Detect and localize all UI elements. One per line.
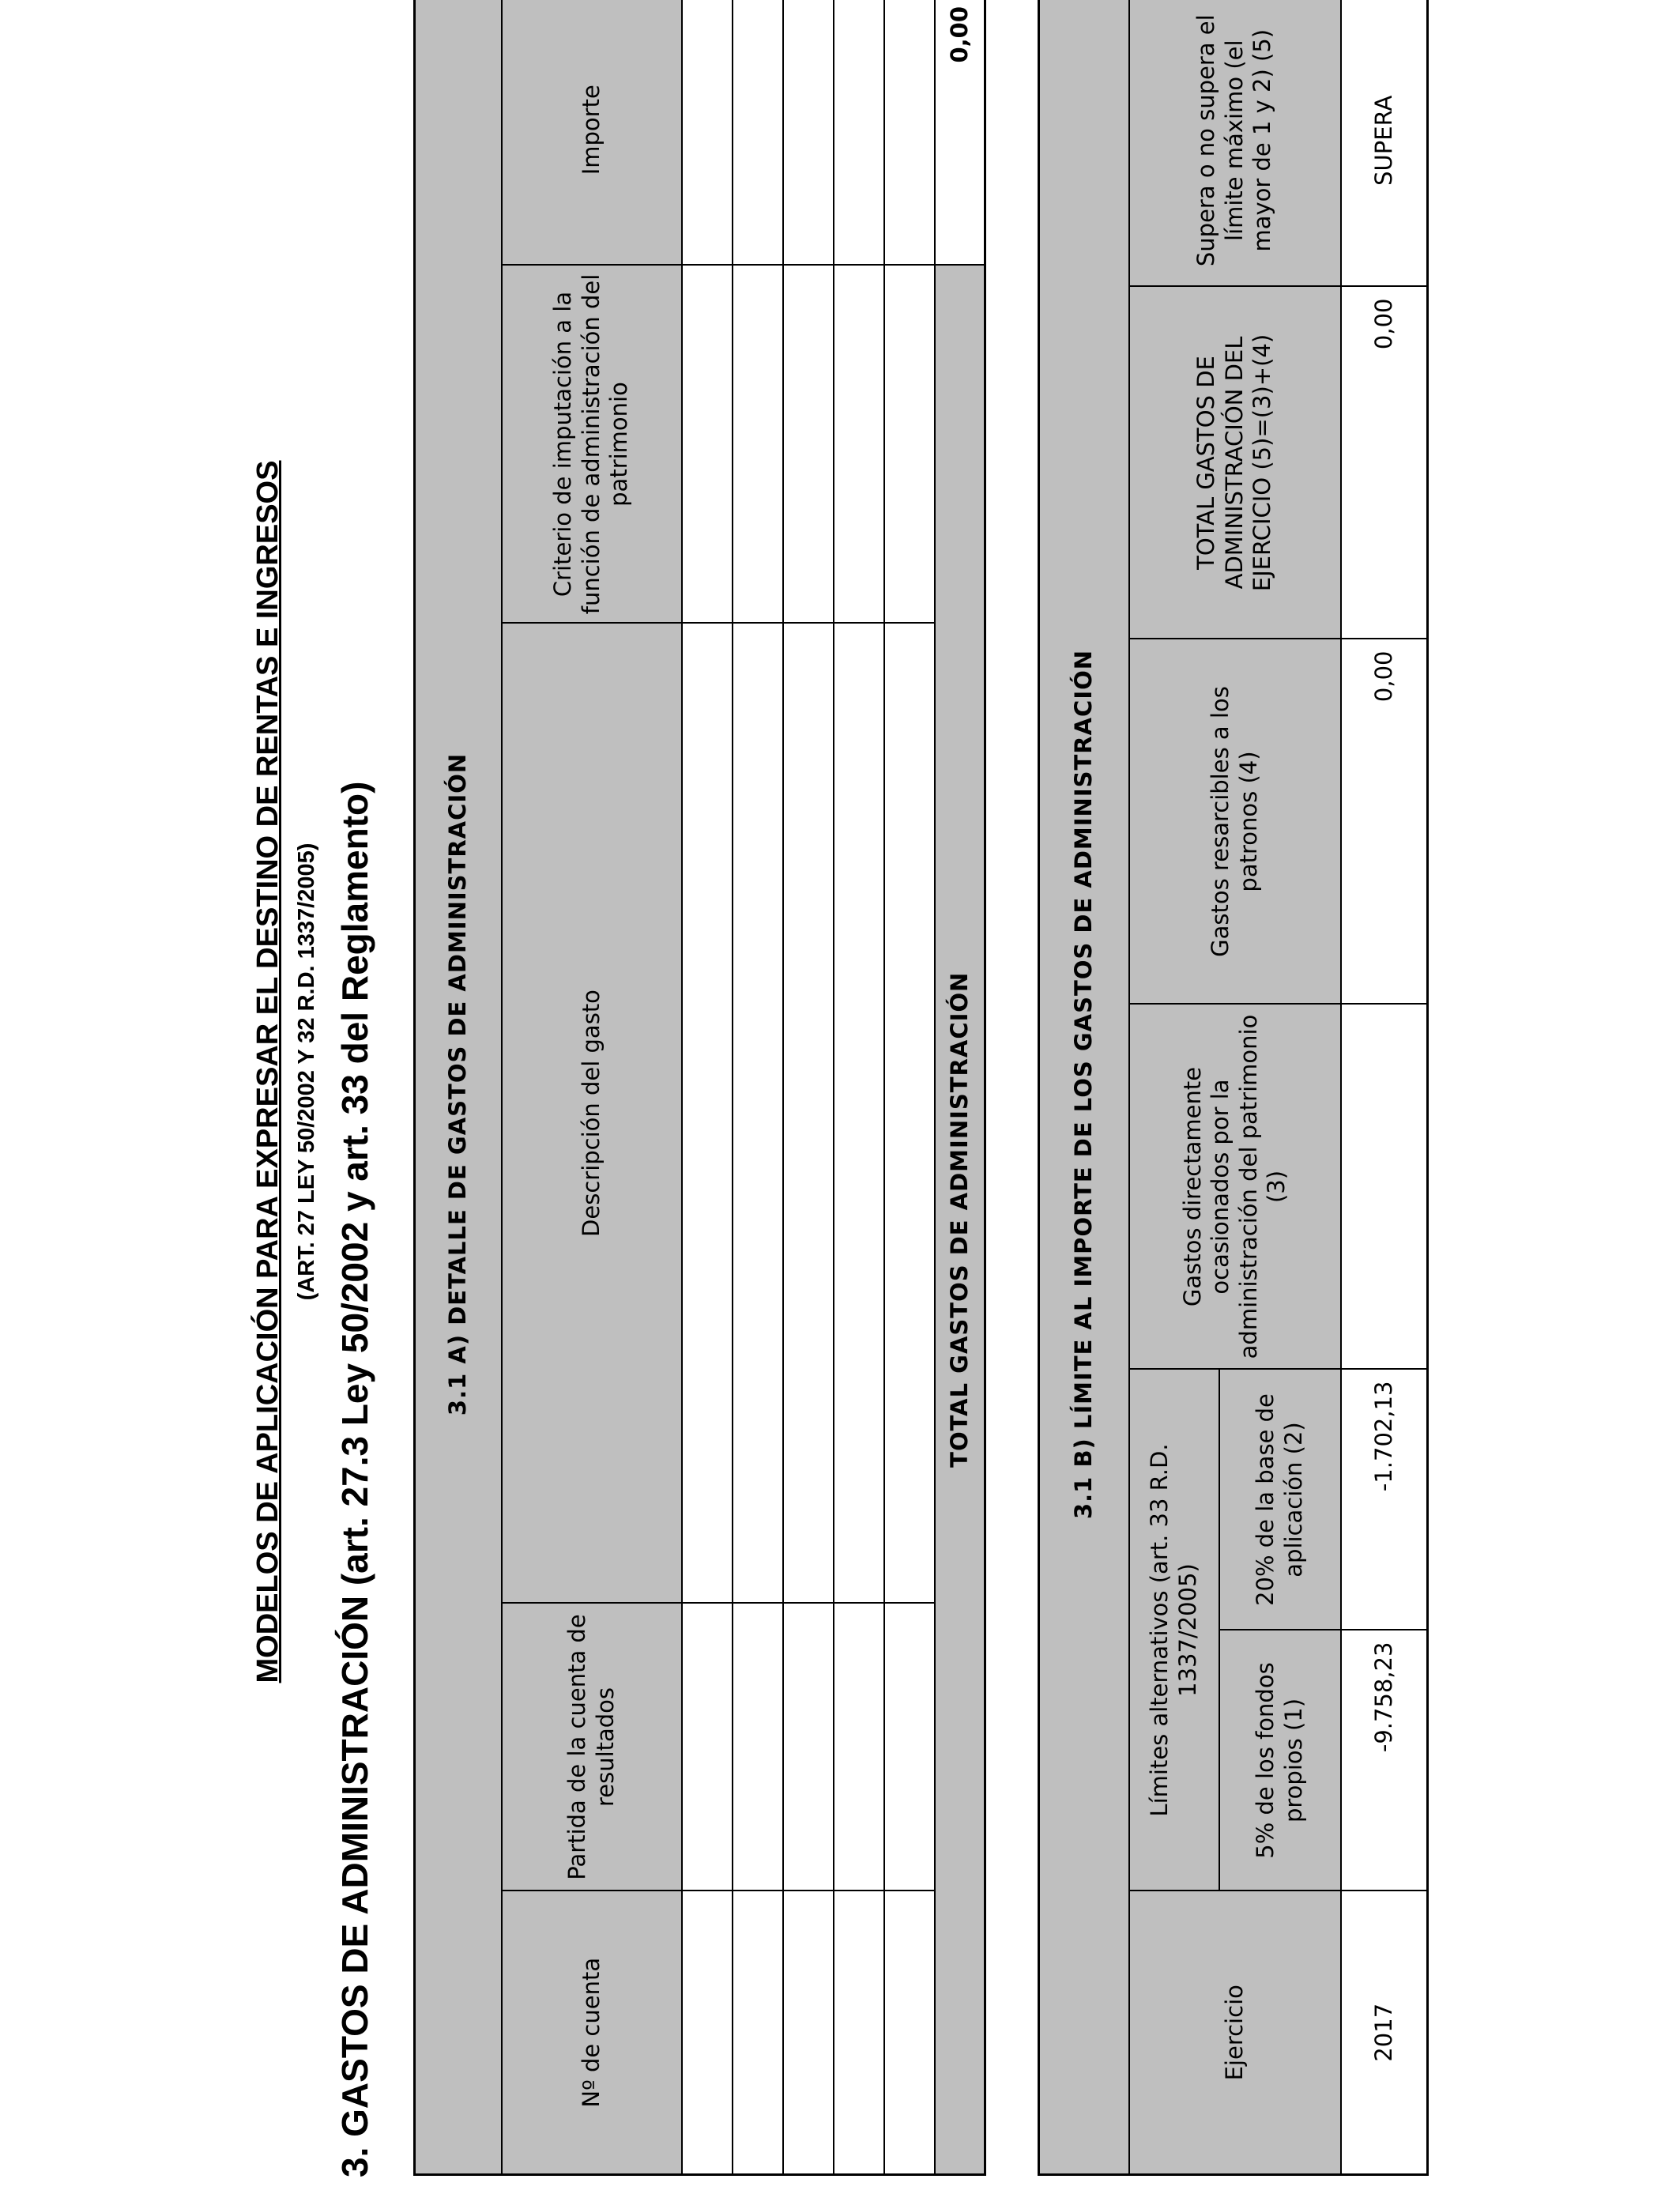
table-row xyxy=(783,0,834,2175)
detalle-heading: 3.1 A) DETALLE DE GASTOS DE ADMINISTRACIÓN xyxy=(415,0,502,2175)
col-limites: Límites alternativos (art. 33 R.D. 1337/2005) xyxy=(1129,1370,1219,1891)
cell[interactable] xyxy=(733,1891,783,2175)
col-descripcion: Descripción del gasto xyxy=(502,624,682,1604)
cell[interactable] xyxy=(733,0,783,266)
table-row xyxy=(834,0,884,2175)
col-resarcibles: Gastos resarcibles a los patronos (4) xyxy=(1129,639,1341,1005)
col-num-cuenta: Nº de cuenta xyxy=(502,1891,682,2175)
cell[interactable] xyxy=(783,0,834,266)
cell[interactable] xyxy=(884,266,935,624)
cell-supera: SUPERA xyxy=(1341,0,1428,287)
col-importe: Importe xyxy=(502,0,682,266)
cell[interactable] xyxy=(733,624,783,1604)
total-label: TOTAL GASTOS DE ADMINISTRACIÓN xyxy=(935,266,985,2175)
cell[interactable] xyxy=(733,266,783,624)
cell-resarcibles: 0,00 xyxy=(1341,639,1428,1005)
total-value: 0,00 xyxy=(935,0,985,266)
cell-base: -1.702,13 xyxy=(1341,1370,1428,1630)
cell[interactable] xyxy=(682,624,733,1604)
col-total: TOTAL GASTOS DE ADMINISTRACIÓN DEL EJERCICIO (5)=(3)+(4) xyxy=(1129,287,1341,639)
cell-fondos: -9.758,23 xyxy=(1341,1630,1428,1891)
col-supera: Supera o no supera el límite máximo (el mayor de 1 y 2) (5) xyxy=(1129,0,1341,287)
col-directos: Gastos directamente ocasionados por la administración del patrimonio (3) xyxy=(1129,1005,1341,1370)
col-partida: Partida de la cuenta de resultados xyxy=(502,1604,682,1891)
limite-gastos-table xyxy=(1038,0,1429,2176)
table-row xyxy=(682,0,733,2175)
col-criterio: Criterio de imputación a la función de administración del patrimonio xyxy=(502,266,682,624)
cell[interactable] xyxy=(733,1604,783,1891)
cell[interactable] xyxy=(834,624,884,1604)
document-title: MODELOS DE APLICACIÓN PARA EXPRESAR EL DESTINO DE RENTAS E INGRESOS xyxy=(251,460,284,1683)
table-row xyxy=(884,0,935,2175)
cell[interactable] xyxy=(783,624,834,1604)
detalle-gastos-table xyxy=(413,0,986,2176)
cell[interactable] xyxy=(884,624,935,1604)
cell[interactable] xyxy=(783,266,834,624)
cell[interactable] xyxy=(682,0,733,266)
cell[interactable] xyxy=(682,1891,733,2175)
table-row xyxy=(733,0,783,2175)
cell[interactable] xyxy=(783,1891,834,2175)
col-base: 20% de la base de aplicación (2) xyxy=(1219,1370,1341,1630)
section-title: 3. GASTOS DE ADMINISTRACIÓN (art. 27.3 Ley 50/2002 y art. 33 del Reglamento) xyxy=(334,781,375,2177)
cell-ejercicio: 2017 xyxy=(1341,1891,1428,2175)
document-subtitle: (ART. 27 LEY 50/2002 Y 32 R.D. 1337/2005) xyxy=(294,843,319,1301)
col-ejercicio: Ejercicio xyxy=(1129,1891,1341,2175)
cell[interactable] xyxy=(884,1891,935,2175)
cell[interactable] xyxy=(783,1604,834,1891)
col-fondos: 5% de los fondos propios (1) xyxy=(1219,1630,1341,1891)
cell[interactable] xyxy=(834,266,884,624)
cell[interactable] xyxy=(682,1604,733,1891)
cell[interactable] xyxy=(834,1604,884,1891)
cell[interactable] xyxy=(884,0,935,266)
cell[interactable] xyxy=(834,0,884,266)
cell[interactable] xyxy=(682,266,733,624)
cell-directos xyxy=(1341,1005,1428,1370)
cell[interactable] xyxy=(884,1604,935,1891)
cell[interactable] xyxy=(834,1891,884,2175)
limite-heading: 3.1 B) LÍMITE AL IMPORTE DE LOS GASTOS DE ADMINISTRACIÓN xyxy=(1039,0,1129,2175)
cell-total: 0,00 xyxy=(1341,287,1428,639)
table-row xyxy=(1341,0,1428,2175)
